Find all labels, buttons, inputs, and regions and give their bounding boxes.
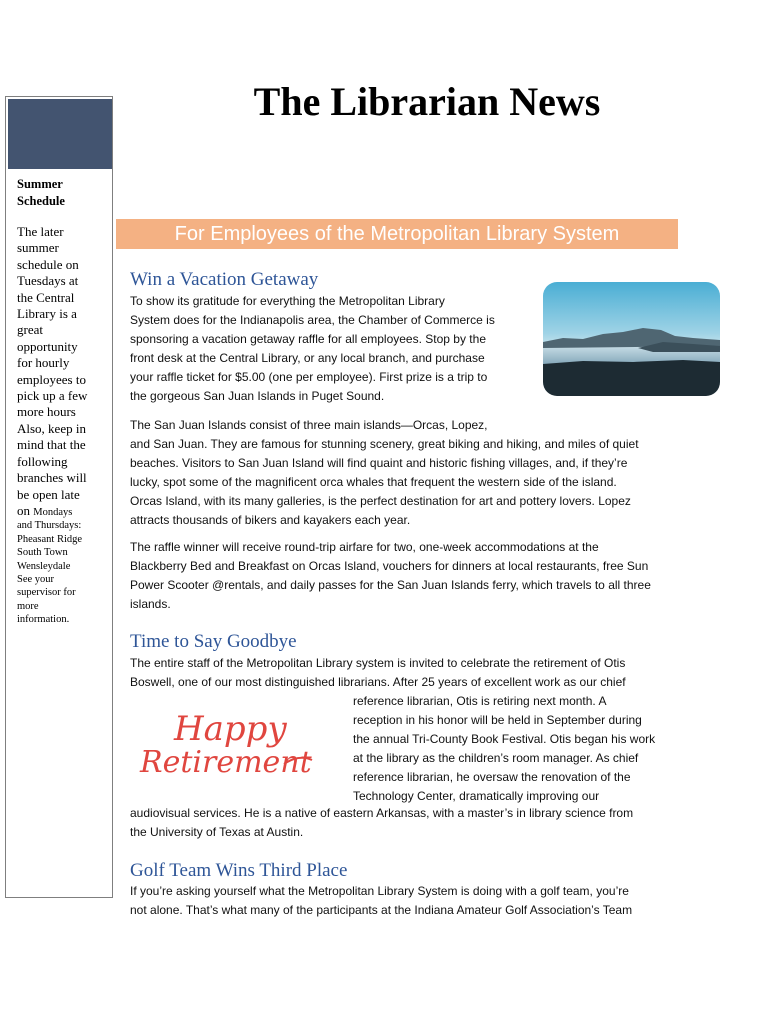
text-line: Boswell, one of our most distinguished librarians. After 25 years of excellent work as our chief bbox=[130, 675, 626, 689]
sidebar-line: the Central bbox=[17, 289, 75, 305]
sidebar-small-line: South Town bbox=[17, 547, 68, 559]
sidebar-small-line: See your bbox=[17, 573, 55, 585]
banner bbox=[116, 219, 678, 249]
sidebar-line: summer bbox=[17, 240, 59, 256]
sidebar-on: on bbox=[17, 502, 30, 518]
sidebar-line: employees to bbox=[17, 371, 86, 387]
article-goodbye-wrap-text bbox=[353, 692, 655, 806]
sidebar-heading bbox=[17, 176, 101, 210]
sidebar-small-line: more bbox=[17, 600, 39, 612]
sidebar-small-line: and Thursdays: bbox=[17, 520, 82, 532]
text-line: To show its gratitude for everything the Metropolitan Library bbox=[130, 294, 445, 308]
text-line: reference librarian, Otis is retiring next month. A bbox=[353, 694, 607, 708]
banner-text: For Employees of the Metropolitan Library System bbox=[174, 223, 620, 245]
sidebar-small-line: Pheasant Ridge bbox=[17, 533, 83, 545]
article-goodbye-title: Time to Say Goodbye bbox=[130, 631, 297, 652]
text-line: at the library as the children’s room manager. As chief bbox=[353, 751, 639, 765]
happy-retirement-image bbox=[134, 704, 324, 784]
sidebar-small-line: supervisor for bbox=[17, 587, 76, 599]
text-line: reference librarian, he oversaw the renovation of the bbox=[353, 770, 631, 784]
text-line: audiovisual services. He is a native of eastern Arkansas, with a master’s in library science from bbox=[130, 806, 634, 820]
text-line: the gorgeous San Juan Islands in Puget Sound. bbox=[130, 389, 385, 403]
text-line: attracts thousands of bikers and kayakers each year. bbox=[130, 513, 411, 527]
article-vacation-para-1 bbox=[130, 292, 495, 406]
sidebar-small-line: information. bbox=[17, 614, 70, 626]
sidebar-small-line: Wensleydale bbox=[17, 560, 71, 572]
text-line: System does for the Indianapolis area, the Chamber of Commerce is bbox=[130, 313, 495, 327]
article-golf-title: Golf Team Wins Third Place bbox=[130, 860, 348, 881]
text-line: your raffle ticket for $5.00 (one per employee). First prize is a trip to bbox=[130, 370, 488, 384]
sidebar-line: mind that the bbox=[17, 437, 86, 453]
sidebar-heading-line: Summer bbox=[17, 177, 63, 191]
sidebar-line: schedule on bbox=[17, 256, 79, 272]
sidebar-line: Tuesdays at bbox=[17, 273, 79, 289]
text-line: front desk at the Central Library, or any local branch, and purchase bbox=[130, 351, 485, 365]
text-line: sponsoring a vacation getaway raffle for all employees. Stop by the bbox=[130, 332, 486, 346]
article-goodbye-para-tail bbox=[130, 804, 633, 842]
article-golf-para-1 bbox=[130, 882, 632, 920]
san-juan-islands-photo bbox=[543, 282, 720, 396]
sidebar-line: be open late bbox=[17, 486, 80, 502]
text-line: Blackberry Bed and Breakfast on Orcas Island, vouchers for dinners at local restaurants, free Sun bbox=[130, 559, 649, 573]
text-line: Technology Center, dramatically improving our bbox=[353, 789, 600, 803]
sidebar-mondays: Mondays bbox=[33, 506, 73, 518]
text-line: the annual Tri-County Book Festival. Otis began his work bbox=[353, 732, 656, 746]
sidebar-line: great bbox=[17, 322, 43, 338]
article-vacation-para-2 bbox=[130, 416, 639, 530]
happy-script-text: Happy bbox=[174, 709, 287, 749]
text-line: The San Juan Islands consist of three main islands—Orcas, Lopez, bbox=[130, 418, 488, 432]
text-line: Orcas Island, with its many galleries, is the perfect destination for art and pottery lovers. Lopez bbox=[130, 494, 631, 508]
sidebar-line: pick up a few bbox=[17, 388, 88, 404]
text-line: The raffle winner will receive round-trip airfare for two, one-week accommodations at the bbox=[130, 540, 599, 554]
sidebar-line: Library is a bbox=[17, 306, 77, 322]
article-goodbye-para-1 bbox=[130, 654, 626, 692]
text-line: reception in his honor will be held in September during bbox=[353, 713, 642, 727]
text-line: Power Scooter @rentals, and daily passes for the San Juan Islands ferry, which travels to all three bbox=[130, 578, 651, 592]
sidebar-line: opportunity bbox=[17, 338, 78, 354]
article-vacation-para-3 bbox=[130, 538, 651, 614]
sidebar-line: for hourly bbox=[17, 355, 70, 371]
sidebar-line-mixed bbox=[17, 503, 97, 519]
sidebar-line: following bbox=[17, 453, 68, 469]
text-line: and San Juan. They are famous for stunning scenery, great biking and hiking, and miles of quiet bbox=[130, 437, 639, 451]
sidebar-text bbox=[17, 224, 97, 627]
retirement-script-text: Retirement bbox=[140, 745, 312, 780]
text-line: The entire staff of the Metropolitan Library system is invited to celebrate the retirement of Otis bbox=[130, 656, 626, 670]
text-line: not alone. That’s what many of the participants at the Indiana Amateur Golf Association’s Team bbox=[130, 903, 633, 917]
article-vacation-title: Win a Vacation Getaway bbox=[130, 269, 319, 290]
newsletter-title: The Librarian News bbox=[253, 79, 601, 124]
sidebar-heading-line: Schedule bbox=[17, 194, 65, 208]
text-line: lucky, spot some of the magnificent orca whales that frequent the western side of the island. bbox=[130, 475, 617, 489]
sidebar-line: branches will bbox=[17, 470, 87, 486]
text-line: islands. bbox=[130, 597, 171, 611]
text-line: If you’re asking yourself what the Metropolitan Library System is doing with a golf team, you’re bbox=[130, 884, 629, 898]
sidebar-line: Also, keep in bbox=[17, 420, 86, 436]
text-line: beaches. Visitors to San Juan Island will find quaint and historic fishing villages, and, if they’re bbox=[130, 456, 628, 470]
sidebar-line: The later bbox=[17, 224, 64, 239]
sidebar-line: more hours bbox=[17, 404, 76, 420]
sidebar-color-block bbox=[8, 99, 112, 169]
text-line: the University of Texas at Austin. bbox=[130, 825, 304, 839]
